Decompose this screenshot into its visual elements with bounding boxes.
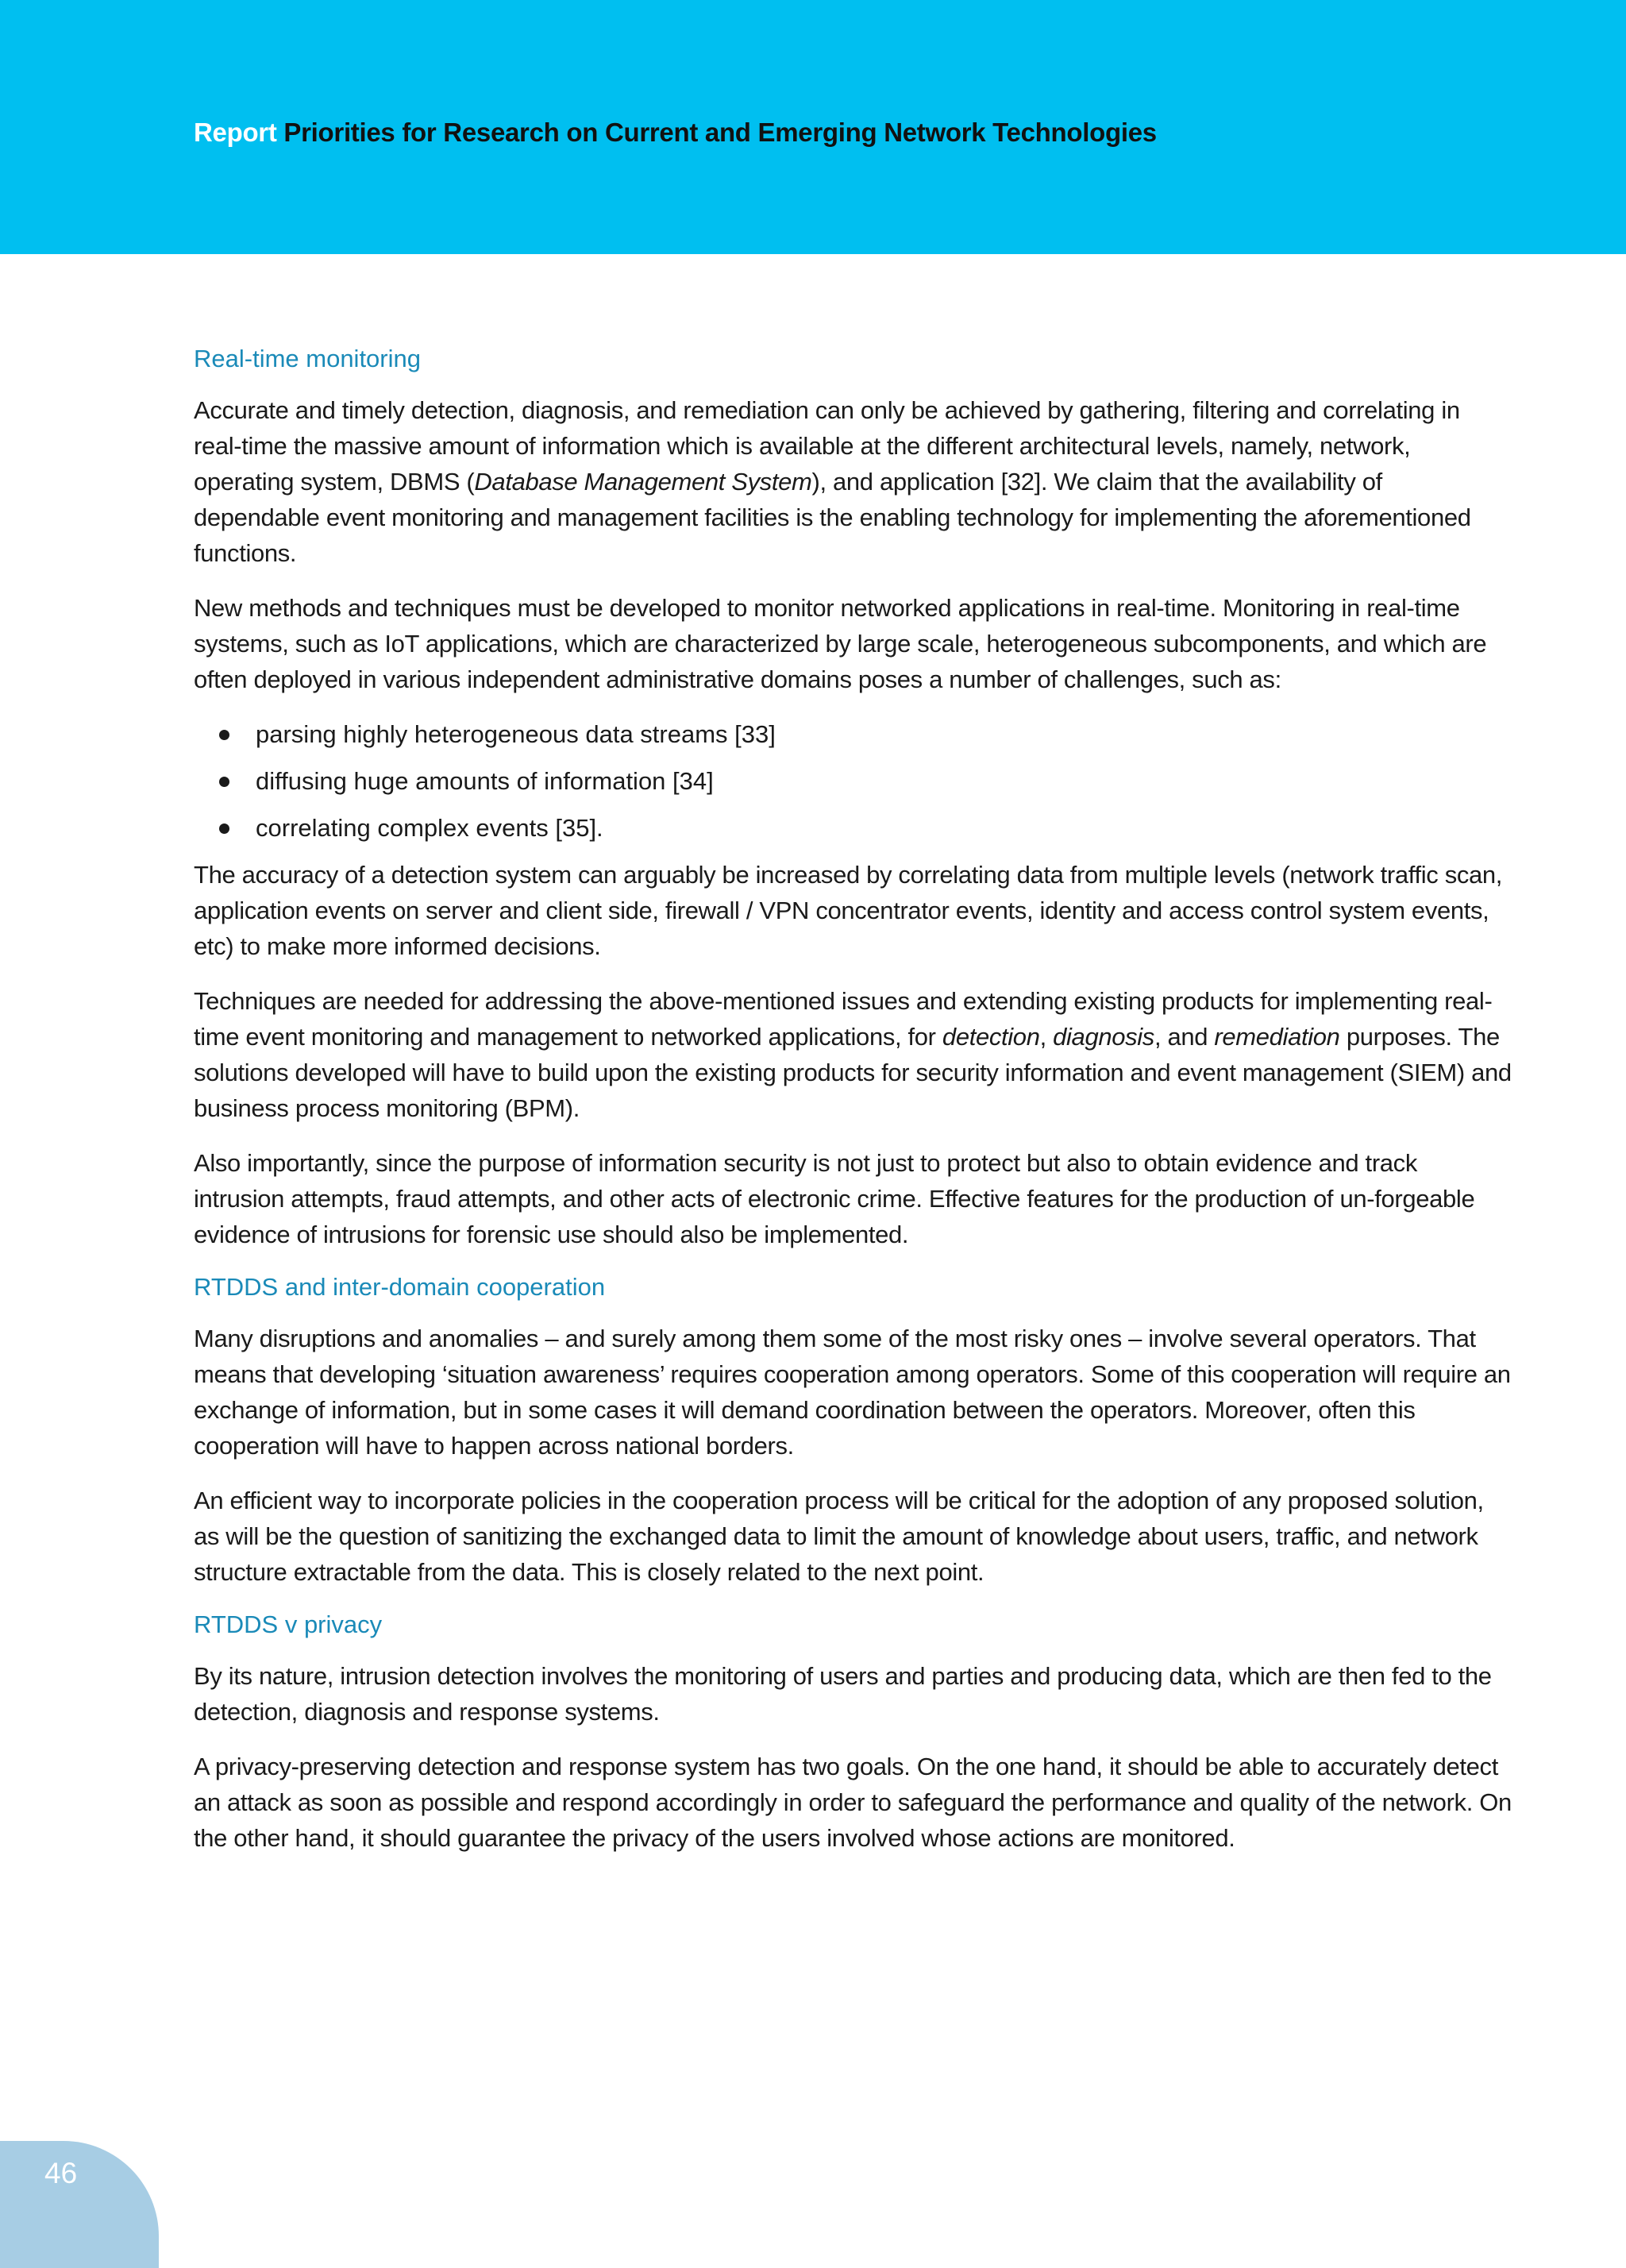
paragraph-emphasis: remediation (1214, 1023, 1340, 1051)
list-item-text: diffusing huge amounts of information [34] (256, 767, 714, 795)
report-kicker: Report (194, 118, 277, 147)
bullet-icon (219, 824, 229, 834)
list-item-text: parsing highly heterogeneous data streams [33] (256, 720, 776, 748)
paragraph: Many disruptions and anomalies – and surely among them some of the most risky ones – involve several operators. That means that developing ‘situation awareness’ requires cooperation among operators. Some of this cooperation will require an exchange of information, but in some cases it will demand coordination between the operators. Moreover, often this cooperation will have to happen across national borders. (194, 1325, 1511, 1460)
paragraph-text: , (1039, 1023, 1054, 1051)
section-heading-privacy: RTDDS v privacy (194, 1610, 383, 1638)
paragraph-emphasis: detection (942, 1023, 1040, 1051)
challenge-list (194, 716, 1512, 846)
paragraph-text: , and (1154, 1023, 1215, 1051)
paragraph-emphasis: Database Management System (474, 468, 812, 496)
bullet-icon (219, 730, 229, 740)
page-number-tab (0, 2141, 159, 2268)
paragraph-text: purposes. The solutions developed will have to build upon the existing products for security information and event management (SIEM) and business process monitoring (BPM). (194, 1023, 1512, 1122)
paragraph: The accuracy of a detection system can arguably be increased by correlating data from multiple levels (network traffic scan, application events on server and client side, firewall / VPN concentrator events, identity and access control system events, etc) to make more informed decisions. (194, 861, 1503, 960)
report-header-title (194, 118, 1157, 148)
report-title: Priorities for Research on Current and Emerging Network Technologies (283, 118, 1157, 147)
paragraph: Also importantly, since the purpose of information security is not just to protect but also to obtain evidence and track intrusion attempts, fraud attempts, and other acts of electronic crime. Effective features for the production of un-forgeable evidence of intrusions for forensic use should also be implemented. (194, 1149, 1475, 1248)
section-heading-inter-domain-cooperation: RTDDS and inter-domain cooperation (194, 1273, 606, 1301)
list-item-text: correlating complex events [35]. (256, 814, 603, 842)
paragraph: New methods and techniques must be developed to monitor networked applications in real-time. Monitoring in real-time systems, such as IoT applications, which are characterized by large scale, heterogeneous subcomponents, and which are often deployed in various independent administrative domains poses a number of challenges, such as: (194, 594, 1487, 693)
paragraph: A privacy-preserving detection and response system has two goals. On the one hand, it should be able to accurately detect an attack as soon as possible and respond accordingly in order to safeguard the performance and quality of the network. On the other hand, it should guarantee the privacy of the users involved whose actions are monitored. (194, 1753, 1512, 1852)
paragraph-emphasis: diagnosis (1053, 1023, 1154, 1051)
page-number: 46 (44, 2157, 78, 2189)
bullet-icon (219, 777, 229, 787)
main-content (194, 343, 1512, 1875)
paragraph: By its nature, intrusion detection involves the monitoring of users and parties and producing data, which are then fed to the detection, diagnosis and response systems. (194, 1662, 1492, 1726)
list-item (194, 810, 1512, 846)
paragraph-text: ), and application [32]. We claim that the availability of dependable event monitoring and management facilities is the enabling technology for implementing the aforementioned functions. (194, 468, 1471, 567)
list-item (194, 716, 1512, 752)
section-heading-real-time-monitoring: Real-time monitoring (194, 345, 421, 372)
paragraph (194, 392, 1512, 571)
paragraph-text: Techniques are needed for addressing the above-mentioned issues and extending existing products for implementing real-time event monitoring and management to networked applications, for (194, 987, 1493, 1051)
paragraph (194, 983, 1512, 1126)
list-item (194, 763, 1512, 799)
paragraph: An efficient way to incorporate policies in the cooperation process will be critical for the adoption of any proposed solution, as will be the question of sanitizing the exchanged data to limit the amount of knowledge about users, traffic, and network structure extractable from the data. This is closely related to the next point. (194, 1487, 1484, 1586)
paragraph-text: Accurate and timely detection, diagnosis, and remediation can only be achieved by gathering, filtering and correlating in real-time the massive amount of information which is available at the different architectural levels, namely, network, operating system, DBMS ( (194, 396, 1460, 496)
